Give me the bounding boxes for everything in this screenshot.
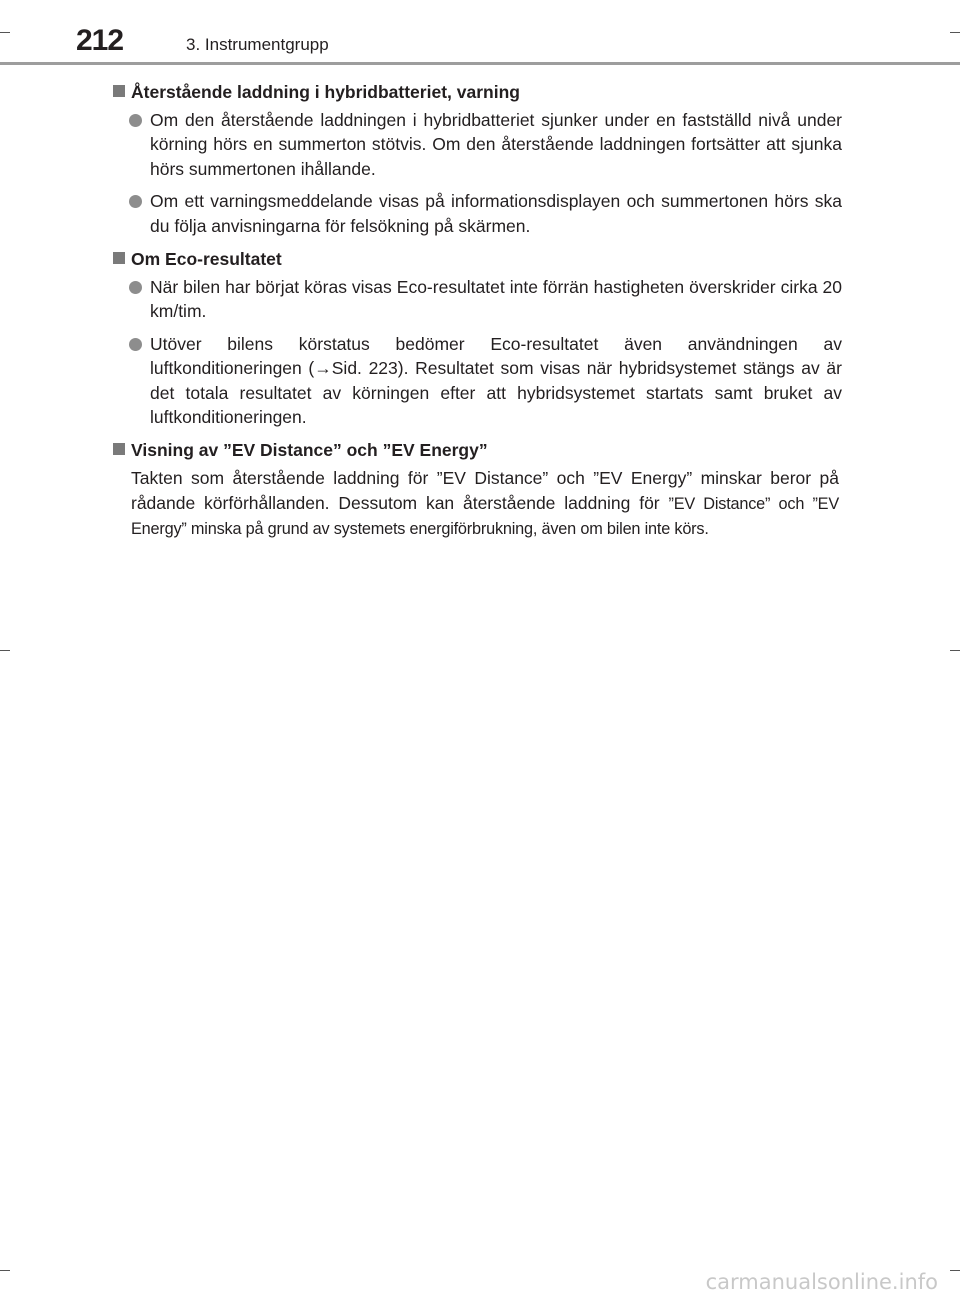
section-heading-text: Återstående laddning i hybridbatteriet, varning	[131, 82, 520, 102]
crop-mark	[0, 1270, 10, 1271]
chapter-title: 3. Instrumentgrupp	[186, 35, 329, 54]
circle-bullet-icon	[129, 338, 142, 351]
page-header	[0, 0, 960, 66]
paragraph-text-condensed: ”EV Distance” och ”EV Energy” minska på grund av systemets energiförbrukning, även om bilen inte körs.	[131, 494, 840, 539]
crop-mark	[950, 650, 960, 651]
section-heading-text: Om Eco-resultatet	[131, 249, 282, 270]
section-heading-text: Visning av ”EV Distance” och ”EV Energy”	[131, 440, 488, 461]
list-item	[112, 332, 842, 430]
list-item-text: Om ett varningsmeddelande visas på informationsdisplayen och summertonen hörs ska du följa anvisningarna för felsökning på skärmen.	[150, 191, 842, 236]
page-content	[112, 80, 842, 551]
header-rule	[0, 62, 960, 65]
watermark: carmanualsonline.info	[705, 1270, 938, 1294]
list-item-text: Utöver bilens körstatus bedömer Eco-resultatet även användningen av luftkonditioneringen (→Sid. 223). Resultatet som visas när hybridsystemet stängs av är det totala resultatet av körningen efter att hybridsystemet startats samt bruket av luftkonditioneringen.	[150, 333, 842, 428]
section-hybrid-battery-warning	[112, 80, 842, 238]
crop-mark	[0, 650, 10, 651]
circle-bullet-icon	[129, 195, 142, 208]
section-eco-result	[112, 247, 842, 429]
section-heading	[112, 247, 842, 271]
section-ev-distance-energy	[112, 438, 842, 541]
square-bullet-icon	[113, 252, 125, 264]
circle-bullet-icon	[129, 281, 142, 294]
list-item-text: Om den återstående laddningen i hybridbatteriet sjunker under en fastställd nivå under körning hörs en summerton stötvis. Om den återstående laddningen fortsätter att sjunka hörs summertonen ihållande.	[150, 110, 842, 179]
list-item	[112, 275, 842, 324]
list-item-text: När bilen har börjat köras visas Eco-resultatet inte förrän hastigheten överskrider cirka 20 km/tim.	[150, 277, 842, 322]
section-heading	[112, 80, 842, 104]
square-bullet-icon	[113, 443, 125, 455]
list-item	[112, 108, 842, 181]
section-paragraph	[112, 466, 839, 541]
paragraph-text: Takten som återstående laddning för ”EV Distance” och ”EV Energy” minskar beror på rådande körförhållanden. Dessutom kan återstående laddning för	[131, 468, 839, 513]
page-number: 212	[76, 24, 124, 57]
square-bullet-icon	[113, 85, 125, 97]
circle-bullet-icon	[129, 114, 142, 127]
list-item	[112, 189, 842, 238]
section-heading	[112, 438, 842, 462]
crop-mark	[950, 1270, 960, 1271]
